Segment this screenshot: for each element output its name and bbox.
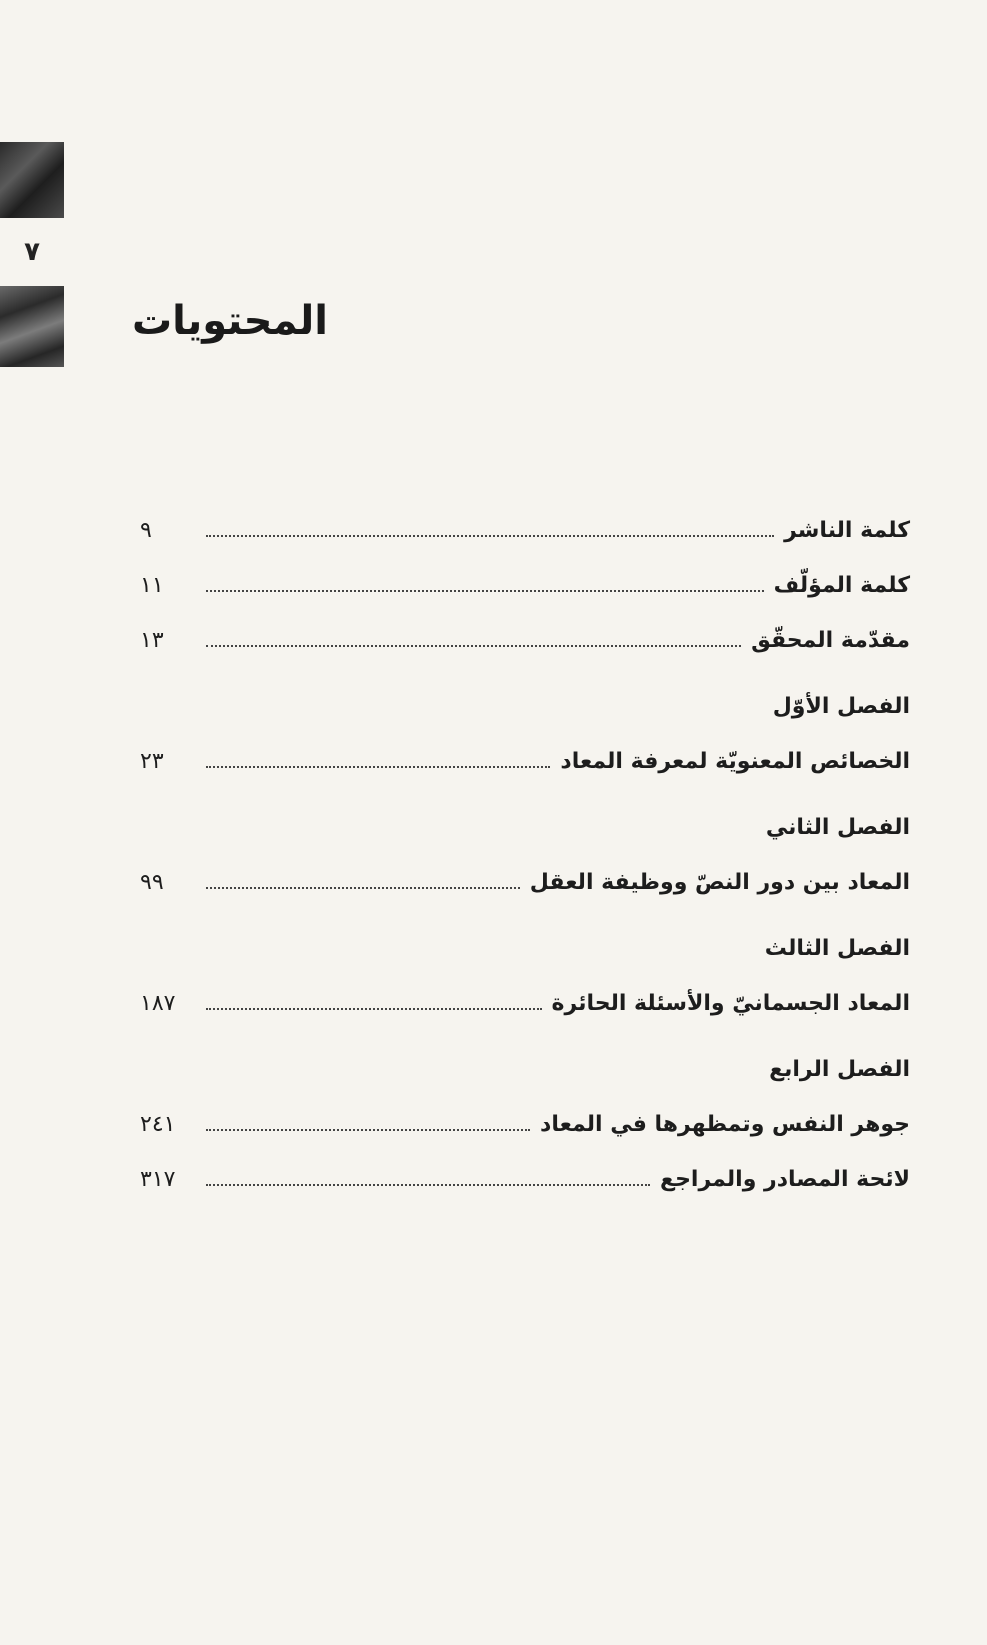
toc-entry-label: المعاد الجسمانيّ والأسئلة الحائرة [551,991,910,1016]
page-title: المحتويات [131,298,328,344]
toc-leader-dots [206,887,520,889]
toc-entry-label: مقدّمة المحقّق [751,628,910,653]
chapter-heading: الفصل الأوّل [772,694,910,719]
toc-entry-label: كلمة الناشر [784,518,910,543]
toc-entry-page: ١١ [140,573,164,598]
toc-entry-label: لائحة المصادر والمراجع [660,1167,910,1192]
table-of-contents [140,518,910,1222]
toc-leader-dots [206,645,741,647]
tab-photo-bottom [0,286,64,367]
toc-entry[interactable] [140,573,910,607]
toc-leader-dots [206,1129,530,1131]
page-number: ٧ [0,218,64,286]
toc-entry-label: المعاد بين دور النصّ ووظيفة العقل [529,870,910,895]
toc-entry-page: ٩ [140,518,152,543]
toc-entry-page: ٢٣ [140,749,164,774]
toc-entry[interactable] [140,518,910,552]
toc-leader-dots [206,590,764,592]
toc-entry-page: ٢٤١ [140,1112,176,1137]
toc-entry-label: الخصائص المعنويّة لمعرفة المعاد [560,749,910,774]
page-tab [0,142,64,367]
toc-entry-page: ١٨٧ [140,991,176,1016]
toc-entry-label: كلمة المؤلّف [773,573,910,598]
toc-leader-dots [206,535,774,537]
toc-entry-page: ١٣ [140,628,164,653]
tab-photo-top [0,142,64,218]
toc-entry[interactable] [140,749,910,783]
toc-leader-dots [206,1184,650,1186]
toc-entry-label: جوهر النفس وتمظهرها في المعاد [540,1112,910,1137]
toc-entry[interactable] [140,1112,910,1146]
toc-leader-dots [206,766,550,768]
chapter-heading: الفصل الثاني [765,815,910,840]
toc-entry[interactable] [140,991,910,1025]
chapter-heading: الفصل الثالث [764,936,910,961]
toc-entry[interactable] [140,870,910,904]
toc-entry[interactable] [140,628,910,662]
toc-leader-dots [206,1008,542,1010]
toc-entry[interactable] [140,1167,910,1201]
chapter-heading: الفصل الرابع [769,1057,910,1082]
toc-entry-page: ٩٩ [140,870,164,895]
toc-entry-page: ٣١٧ [140,1167,176,1192]
